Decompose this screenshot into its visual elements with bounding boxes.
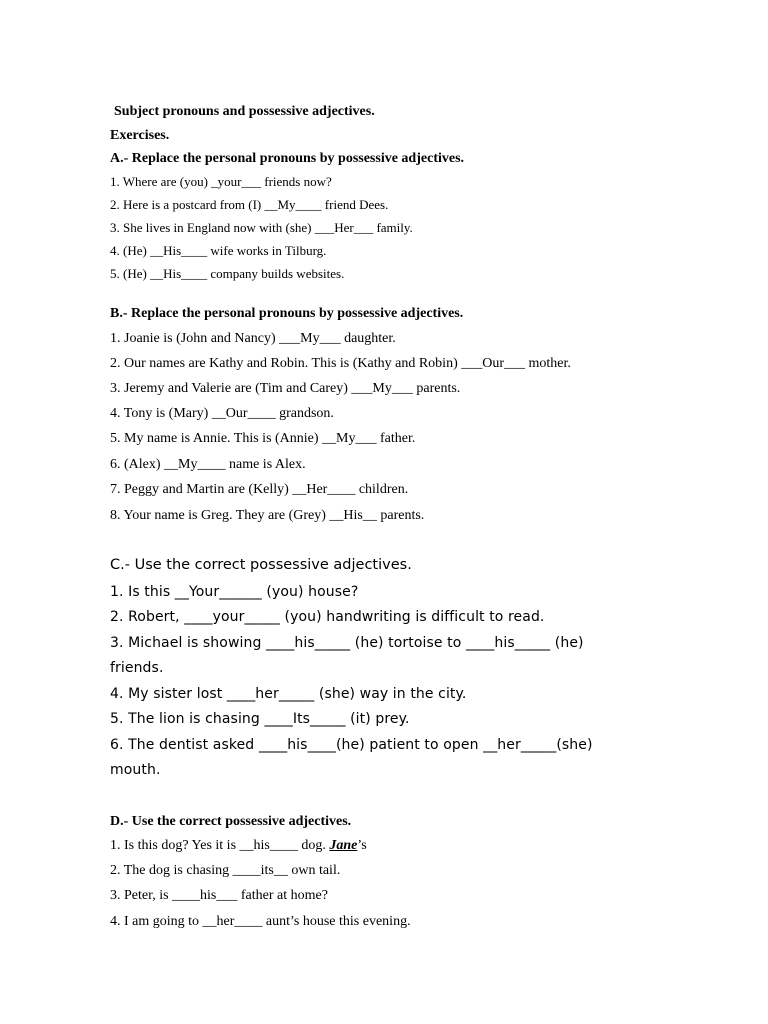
section-c-line: 5. The lion is chasing ____Its_____ (it) prey. bbox=[110, 711, 410, 727]
section-d-item: 3. Peter, is ____his___ father at home? bbox=[110, 888, 328, 903]
section-a-item: 3. She lives in England now with (she) ___Her___ family. bbox=[110, 220, 413, 235]
section-b-item: 6. (Alex) __My____ name is Alex. bbox=[110, 457, 306, 472]
section-c-line: 1. Is this __Your______ (you) house? bbox=[110, 584, 359, 600]
section-b-item: 8. Your name is Greg. They are (Grey) __His__ parents. bbox=[110, 508, 425, 523]
section-b-item: 3. Jeremy and Valerie are (Tim and Carey) ___My___ parents. bbox=[110, 381, 461, 396]
section-c-line: 3. Michael is showing ____his_____ (he) tortoise to ____his_____ (he) bbox=[110, 635, 584, 651]
section-c-heading: C.- Use the correct possessive adjectives. bbox=[110, 557, 412, 573]
section-d-heading-text: .- Use the correct possessive adjectives. bbox=[120, 814, 352, 829]
section-d-heading bbox=[110, 814, 351, 830]
section-c-line: friends. bbox=[110, 660, 164, 676]
section-b-letter: B bbox=[110, 306, 120, 321]
section-d-item: 2. The dog is chasing ____its__ own tail. bbox=[110, 863, 341, 878]
section-a-heading: A.- Replace the personal pronouns by possessive adjectives. bbox=[110, 151, 465, 166]
section-a-item: 4. (He) __His____ wife works in Tilburg. bbox=[110, 243, 327, 258]
section-a-item: 2. Here is a postcard from (I) __My____ friend Dees. bbox=[110, 197, 389, 212]
exercises-label: Exercises. bbox=[110, 128, 170, 143]
section-b-heading bbox=[110, 306, 463, 322]
section-b-item: 5. My name is Annie. This is (Annie) __My___ father. bbox=[110, 431, 416, 446]
section-b-item: 2. Our names are Kathy and Robin. This is (Kathy and Robin) ___Our___ mother. bbox=[110, 356, 571, 371]
section-d-letter: D bbox=[110, 814, 121, 829]
page-title: Subject pronouns and possessive adjectives. bbox=[114, 104, 375, 119]
section-b-heading-text: .- Replace the personal pronouns by possessive adjectives. bbox=[119, 306, 464, 321]
section-b-item: 7. Peggy and Martin are (Kelly) __Her____ children. bbox=[110, 482, 409, 497]
name-jane: Jane bbox=[329, 838, 358, 853]
section-b-item: 1. Joanie is (John and Nancy) ___My___ daughter. bbox=[110, 331, 396, 346]
section-d-item: 4. I am going to __her____ aunt’s house this evening. bbox=[110, 914, 411, 929]
section-b-item: 4. Tony is (Mary) __Our____ grandson. bbox=[110, 406, 334, 421]
section-d-item-text: 1. Is this dog? Yes it is __his____ dog. bbox=[110, 838, 330, 853]
section-c-line: 4. My sister lost ____her_____ (she) way in the city. bbox=[110, 686, 467, 702]
section-c-line: 2. Robert, ____your_____ (you) handwriting is difficult to read. bbox=[110, 609, 545, 625]
section-d-item-suffix: ’s bbox=[357, 838, 367, 853]
section-c-line: mouth. bbox=[110, 762, 161, 778]
section-a-item: 1. Where are (you) _your___ friends now? bbox=[110, 174, 332, 189]
section-a-item: 5. (He) __His____ company builds websites. bbox=[110, 266, 345, 281]
section-c-line: 6. The dentist asked ____his____(he) patient to open __her_____(she) bbox=[110, 737, 593, 753]
section-d-item bbox=[110, 838, 367, 854]
